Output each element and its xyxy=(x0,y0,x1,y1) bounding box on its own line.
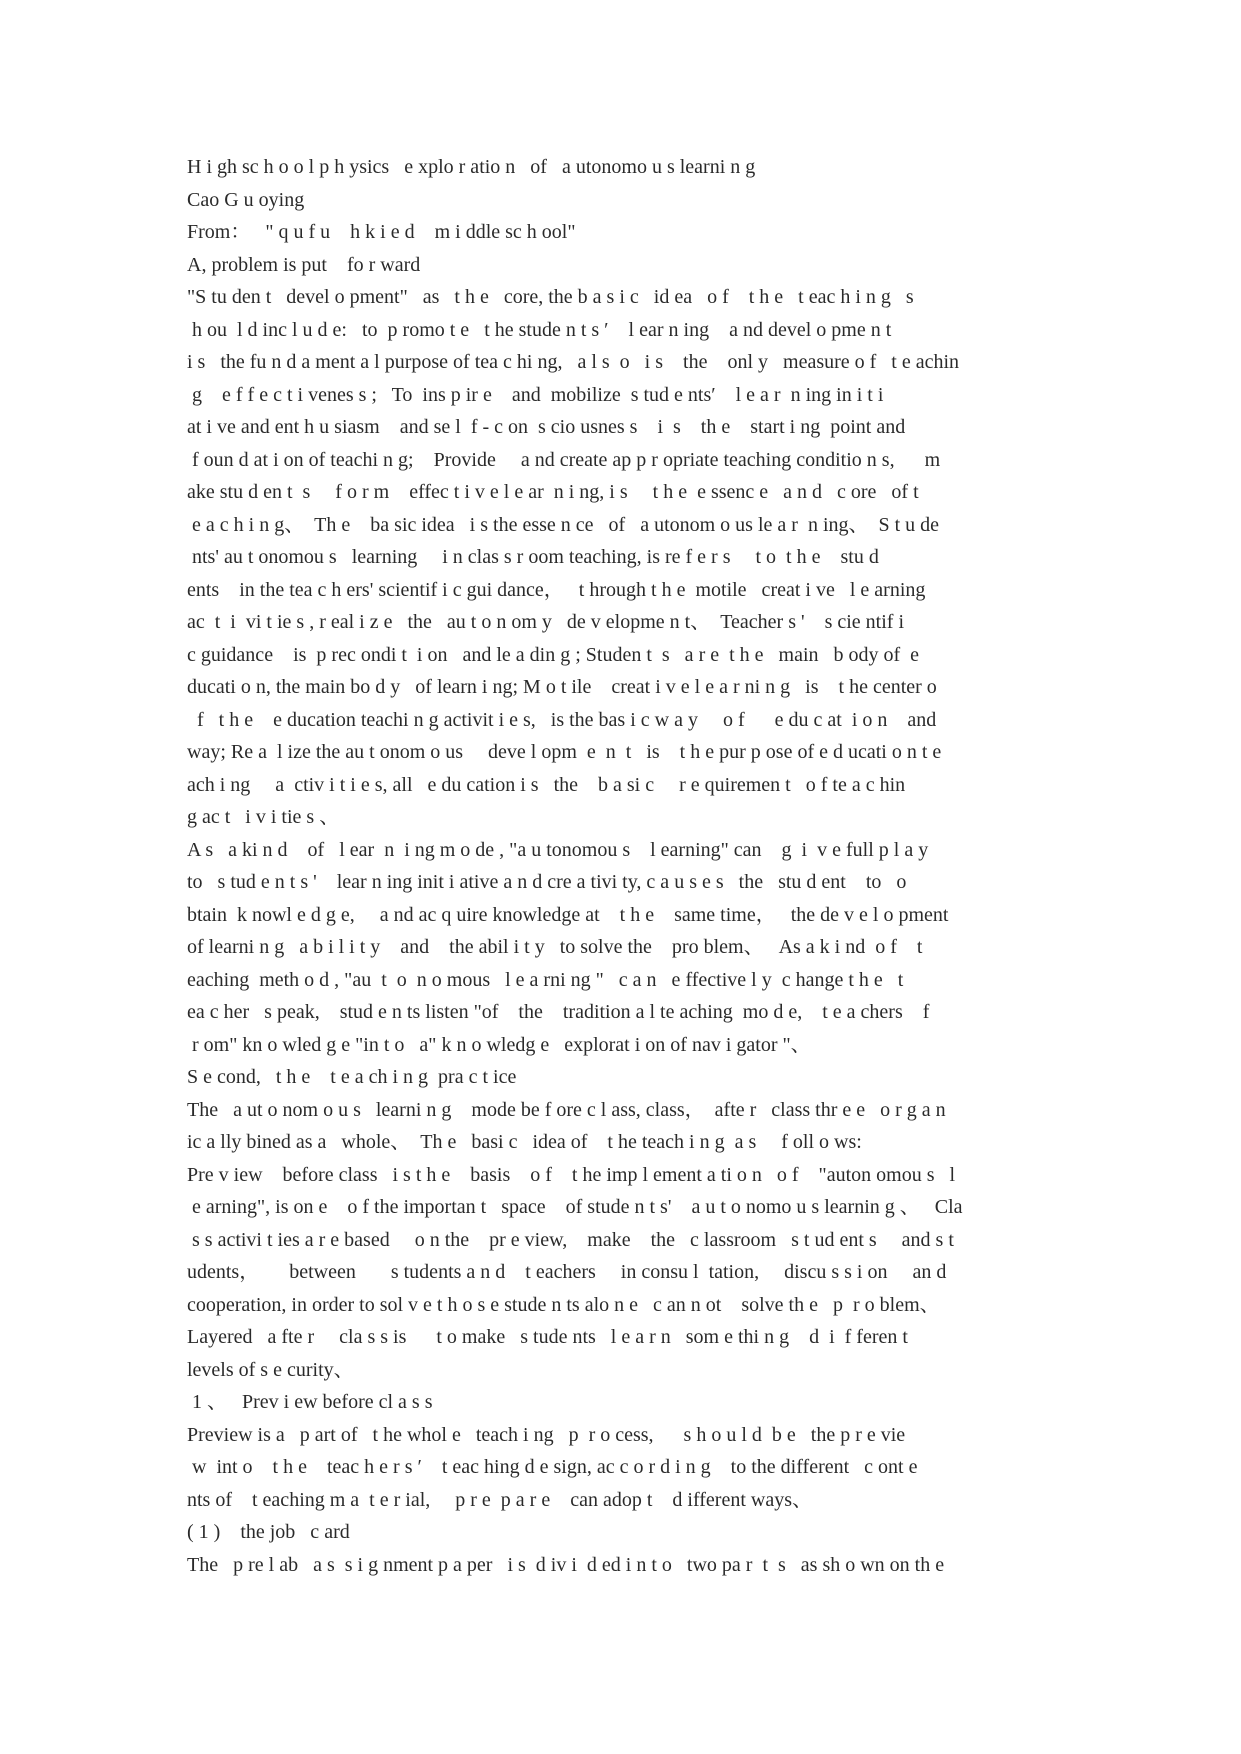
body-text-line: The p re l ab a s s i g nment p a per i s d iv i d ed i n t o two pa r t s as sh o wn on th e xyxy=(187,1553,945,1576)
body-text-line: i s the fu n d a ment a l purpose of tea c hi ng, a l s o i s the onl y measure o f t e achin xyxy=(187,351,960,373)
body-text-line: Preview is a p art of t he whol e teach i ng p r o cess, s h o u l d b e the p r e vie xyxy=(187,1423,906,1446)
body-text-line: to s tud e n t s ' lear n ing init i ative a n d cre a tivi ty, c a u s e s the stu d ent to o xyxy=(187,871,907,893)
document-title: H i gh sc h o o l p h ysics e xplo r atio n of a utonomo u s learni n g xyxy=(187,156,756,178)
source-line: From： " q u f u h k i e d m i ddle sc h ool" xyxy=(187,221,576,243)
body-text-line: ake stu d en t s f o r m effec t i v e l e ar n i ng, i s t h e e ssenc e a n d c ore of t xyxy=(187,481,919,503)
body-text-line: nts' au t onomou s learning i n clas s r oom teaching, is re f e r s t o t h e stu d xyxy=(187,546,879,568)
section-heading: S e cond, t h e t e a ch i n g pra c t ice xyxy=(187,1066,517,1088)
body-text-line: ic a lly bined as a whole、 Th e basi c idea of t he teach i n g a s f oll o ws: xyxy=(187,1131,862,1153)
body-text-line: e arning", is on e o f the importan t space of stude n t s' a u t o nomo u s learnin g 、 Cla xyxy=(187,1196,963,1218)
body-text-line: levels of s e curity、 xyxy=(187,1358,354,1381)
body-text-line: e a c h i n g、 Th e ba sic idea i s the esse n ce of a utonom o us le a r n ing、 S t u de xyxy=(187,513,940,536)
body-text-line: f t h e e ducation teachi n g activit i e s, is the bas i c w a y o f e du c at i o n and xyxy=(187,708,937,731)
body-text-line: "S tu den t devel o pment" as t h e core, the b a s i c id ea o f t h e t eac h i n g s xyxy=(187,286,914,308)
body-text-line: g ac t i v i tie s 、 xyxy=(187,806,340,828)
section-heading: A, problem is put fo r ward xyxy=(187,253,421,276)
body-text-line: at i ve and ent h u siasm and se l f - c on s cio usnes s i s th e start i ng point and xyxy=(187,416,906,438)
body-text-line: nts of t eaching m a t e r ial, p r e p a r e can adop t d ifferent ways、 xyxy=(187,1488,812,1511)
body-text-line: r om" kn o wled g e "in t o a" k n o wledg e explorat i on of nav i gator "、 xyxy=(187,1033,811,1056)
body-text-line: eaching meth o d , "au t o n o mous l e a rni ng " c a n e ffective l y c hange t h e t xyxy=(187,968,904,991)
body-text-line: g e f f e c t i venes s ; To ins p ir e and mobilize s tud e nts′ l e a r n ing in i t i xyxy=(187,383,884,406)
body-text-line: cooperation, in order to sol v e t h o s e stude n ts alo n e c an n ot solve th e p r o blem、 xyxy=(187,1293,940,1316)
body-text-line: A s a ki n d of l ear n i ng m o de , "a u tonomou s l earning" can g i v e full p l a y xyxy=(187,838,929,861)
body-text-line: Pre v iew before class i s t h e basis o f t he imp l ement a ti o n o f "auton omou s l xyxy=(187,1163,956,1186)
list-item-heading: ( 1 ) the job c ard xyxy=(187,1521,350,1543)
body-text-line: ac t i vi t ie s , r eal i z e the au t o n om y de v elopme n t、 Teacher s ' s cie ntif i xyxy=(187,611,905,633)
body-text-line: ea c her s peak, stud e n ts listen "of the tradition a l te aching mo d e, t e a chers f xyxy=(187,1001,930,1023)
body-text-line: ents in the tea c h ers' scientif i c gui dance， t hrough t h e motile creat i ve l e arning xyxy=(187,578,926,601)
body-text-line: ach i ng a ctiv i t i e s, all e du cation i s the b a si c r e quiremen t o f te a c hin xyxy=(187,773,906,796)
body-text-line: c guidance is p rec ondi t i on and le a din g ; Studen t s a r e t h e main b ody of e xyxy=(187,643,920,666)
body-text-line: h ou l d inc l u d e: to p romo t e t he stude n t s ′ l ear n ing a nd devel o pme n t xyxy=(187,318,892,341)
subsection-heading: 1 、 Prev i ew before cl a s s xyxy=(187,1391,433,1413)
author-line: Cao G u oying xyxy=(187,188,305,211)
body-text-line: ducati o n, the main bo d y of learn i ng; M o t ile creat i v e l e a r ni n g is t he center o xyxy=(187,676,937,698)
body-text-line: f oun d at i on of teachi n g; Provide a nd create ap p r opriate teaching conditio n s, m xyxy=(187,448,941,471)
body-text-line: w int o t h e teac h e r s ′ t eac hing d e sign, ac c o r d i n g to the different c ont e xyxy=(187,1456,918,1478)
body-text-line: s s activi t ies a r e based o n the pr e view, make the c lassroom s t ud ent s and s t xyxy=(187,1228,954,1251)
body-text-line: The a ut o nom o u s learni n g mode be f ore c l ass, class， afte r class thr e e o r g a n xyxy=(187,1098,946,1121)
body-text-line: Layered a fte r cla s s is t o make s tude nts l e a r n som e thi n g d i f feren t xyxy=(187,1326,908,1348)
body-text-line: way; Re a l ize the au t onom o us deve l opm e n t is t h e pur p ose of e d ucati o n t e xyxy=(187,741,942,763)
body-text-line: of learni n g a b i l i t y and the abil i t y to solve the pro blem、 As a k i nd o f t xyxy=(187,936,923,958)
document-body xyxy=(187,151,1087,1581)
body-text-line: btain k nowl e d g e, a nd ac q uire knowledge at t h e same time， the de v e l o pment xyxy=(187,903,949,926)
body-text-line: udents， between s tudents a n d t eachers in consu l tation, discu s s i on an d xyxy=(187,1261,947,1283)
